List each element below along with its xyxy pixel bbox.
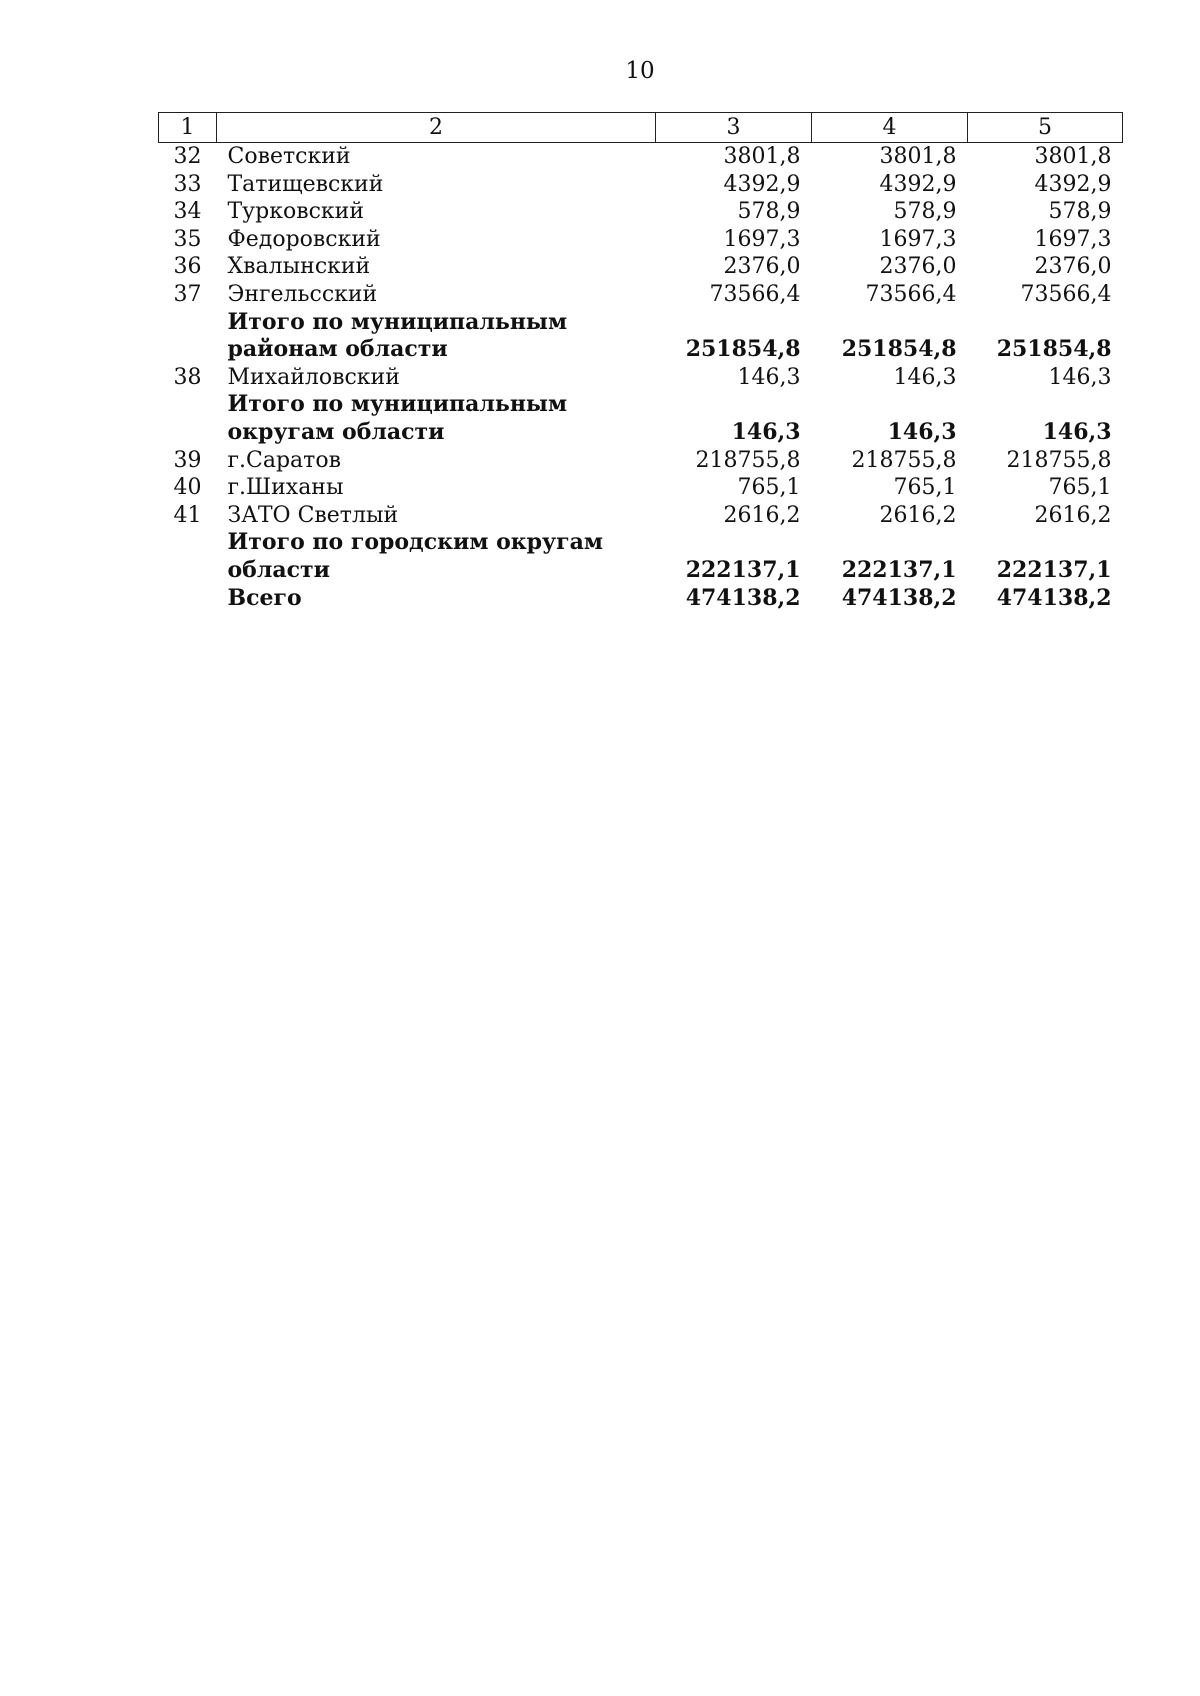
table-row	[159, 226, 1123, 254]
row-value-col-3: 73566,4	[709, 281, 801, 307]
row-name: Михайловский	[227, 364, 400, 390]
table-row	[159, 474, 1123, 502]
row-value-col-4: 146,3	[893, 364, 957, 390]
row-value-col-3: 222137,1	[685, 556, 801, 583]
row-number: 33	[173, 171, 202, 197]
row-name: Энгельсский	[227, 281, 378, 307]
row-value-col-4: 222137,1	[841, 556, 957, 583]
row-value-col-4: 1697,3	[879, 226, 957, 252]
row-value-col-3: 218755,8	[695, 447, 801, 473]
row-value-col-3: 765,1	[737, 475, 801, 501]
row-number	[159, 391, 217, 446]
row-value-col-5: 765,1	[1048, 475, 1112, 501]
row-value-col-4: 73566,4	[865, 281, 957, 307]
row-value-col-5: 2376,0	[1034, 254, 1112, 280]
row-name: Советский	[227, 144, 351, 169]
row-name: Итого по муниципальным округам области	[227, 391, 568, 445]
row-value-col-5: 474138,2	[996, 584, 1112, 611]
row-value-col-4: 146,3	[887, 418, 957, 445]
row-value-col-4: 251854,8	[841, 336, 957, 363]
header-row	[159, 113, 1123, 143]
grand-total-row	[159, 585, 1123, 613]
row-value-col-3: 578,9	[737, 199, 801, 225]
row-value-col-5: 1697,3	[1034, 226, 1112, 252]
row-value-col-5: 146,3	[1042, 418, 1112, 445]
row-value-col-5: 578,9	[1048, 199, 1112, 225]
page-number: 10	[625, 58, 655, 84]
row-number: 41	[173, 502, 202, 528]
header-col-1: 1	[159, 113, 217, 143]
table-row	[159, 198, 1123, 226]
row-value-col-5: 2616,2	[1034, 502, 1112, 528]
row-value-col-4: 2616,2	[879, 502, 957, 528]
row-value-col-4: 578,9	[893, 199, 957, 225]
header-col-2: 2	[217, 113, 656, 143]
table-row	[159, 281, 1123, 309]
table-row	[159, 502, 1123, 530]
row-value-col-3: 4392,9	[723, 171, 801, 197]
table-row	[159, 253, 1123, 281]
subtotal-row-districts	[159, 309, 1123, 364]
row-value-col-5: 218755,8	[1006, 447, 1112, 473]
row-name: Татищевский	[227, 171, 384, 197]
subtotal-row-city-okrugs	[159, 529, 1123, 584]
row-value-col-4: 4392,9	[879, 171, 957, 197]
row-value-col-3: 2616,2	[723, 502, 801, 528]
row-number: 39	[173, 447, 202, 473]
row-value-col-4: 474138,2	[841, 584, 957, 611]
header-col-4: 4	[812, 113, 968, 143]
row-value-col-4: 3801,8	[879, 144, 957, 169]
row-name: ЗАТО Светлый	[227, 502, 399, 528]
row-value-col-3: 474138,2	[685, 584, 801, 611]
row-name: Итого по городским округам области	[227, 529, 603, 583]
row-value-col-3: 251854,8	[685, 336, 801, 363]
table-row	[159, 447, 1123, 475]
row-value-col-4: 2376,0	[879, 254, 957, 280]
row-value-col-4: 765,1	[893, 475, 957, 501]
data-table	[158, 112, 1123, 612]
row-value-col-5: 251854,8	[996, 336, 1112, 363]
row-value-col-4: 218755,8	[851, 447, 957, 473]
subtotal-row-okrugs	[159, 391, 1123, 446]
row-value-col-3: 2376,0	[723, 254, 801, 280]
row-value-col-3: 146,3	[737, 364, 801, 390]
row-number	[159, 529, 217, 584]
row-number: 40	[173, 475, 202, 501]
row-value-col-5: 222137,1	[996, 556, 1112, 583]
row-value-col-5: 73566,4	[1020, 281, 1112, 307]
row-value-col-5: 4392,9	[1034, 171, 1112, 197]
row-number: 34	[173, 199, 202, 225]
row-value-col-3: 3801,8	[723, 144, 801, 169]
row-name: г.Шиханы	[227, 475, 344, 501]
row-number: 36	[173, 254, 202, 280]
header-col-3: 3	[656, 113, 812, 143]
row-name: Итого по муниципальным районам области	[227, 308, 568, 363]
row-number: 38	[173, 364, 202, 390]
table-row	[159, 171, 1123, 199]
table-body	[159, 143, 1123, 613]
row-number	[159, 585, 217, 613]
row-value-col-3: 1697,3	[723, 226, 801, 252]
row-value-col-3: 146,3	[731, 418, 801, 445]
row-number: 32	[173, 144, 202, 169]
row-name: Федоровский	[227, 226, 381, 252]
row-number	[159, 309, 217, 364]
row-name: Всего	[227, 584, 302, 611]
header-col-5: 5	[968, 113, 1123, 143]
row-name: г.Саратов	[227, 447, 341, 473]
row-name: Хвалынский	[227, 254, 371, 280]
row-number: 37	[173, 281, 202, 307]
table-row	[159, 143, 1123, 171]
row-value-col-5: 3801,8	[1034, 144, 1112, 169]
row-number: 35	[173, 226, 202, 252]
table-header	[159, 113, 1123, 143]
row-name: Турковский	[227, 199, 364, 225]
row-value-col-5: 146,3	[1048, 364, 1112, 390]
table-row	[159, 364, 1123, 392]
